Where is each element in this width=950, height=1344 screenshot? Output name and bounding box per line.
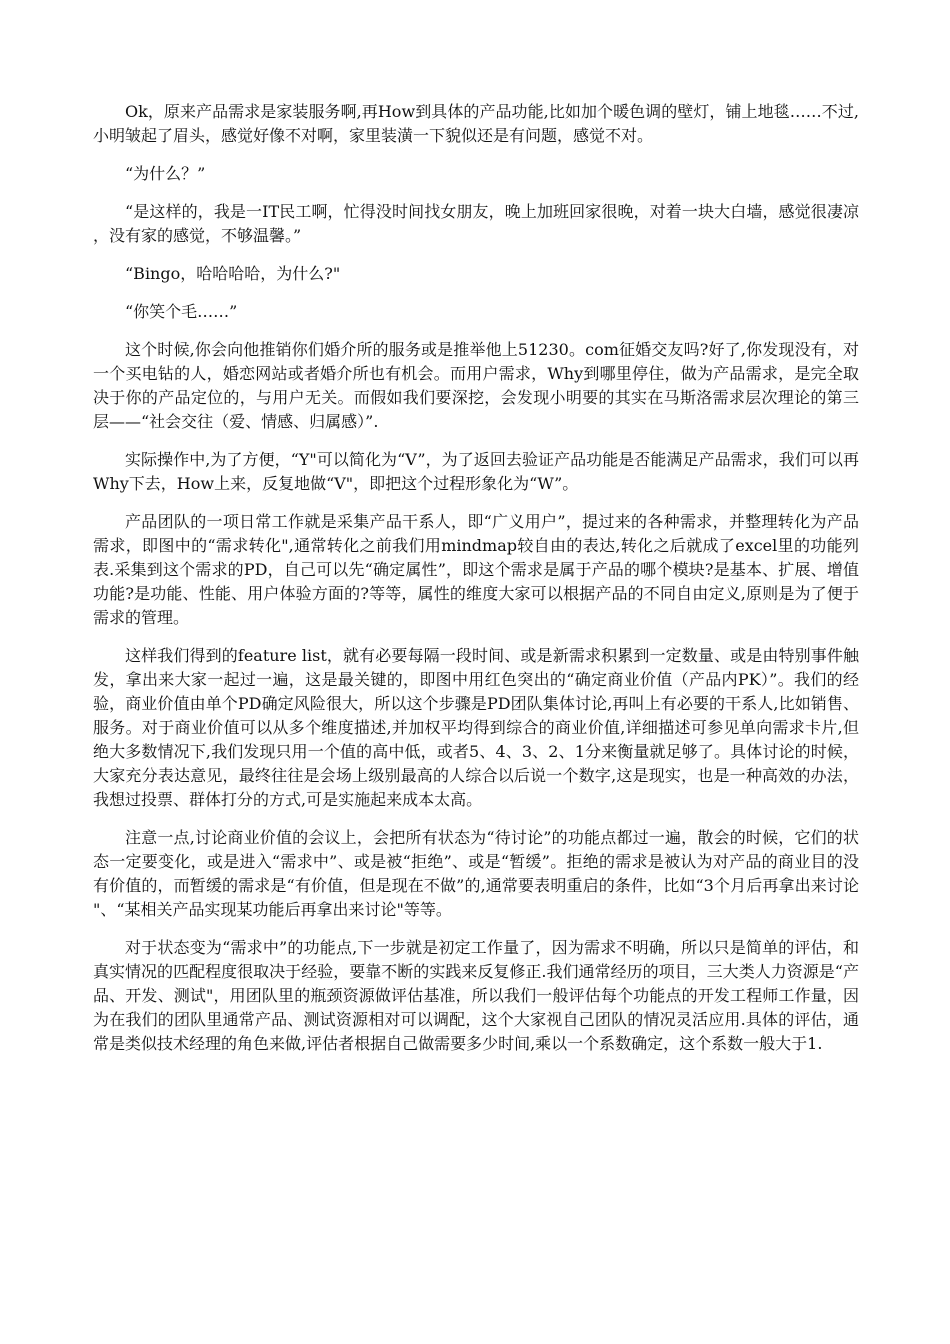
paragraph-bingo: “Bingo，哈哈哈哈，为什么?" xyxy=(125,264,341,283)
document-page xyxy=(93,100,859,1056)
paragraph-why-question: “为什么？” xyxy=(125,164,206,183)
paragraph-business-value: 这样我们得到的feature list，就有必要每隔一段时间、或是新需求积累到一定数量、或是由特别事件触发，拿出来大家一起过一遍，这是最关键的，即图中用红色突出的“确定商业价值（产品内PK）”。我们的经验，商业价值由单个PD确定风险很大，所以这个步骤是PD团队集体讨论,再叫上有必要的干系人,比如销售、服务。对于商业价值可以从多个维度描述,并加权平均得到综合的商业价值,详细描述可参见单向需求卡片,但绝大多数情况下,我们发现只用一个值的高中低，或者5、4、3、2、1分来衡量就足够了。具体讨论的时候，大家充分表达意见，最终往往是会场上级别最高的人综合以后说一个数字,这是现实，也是一种高效的办法，我想过投票、群体打分的方式,可是实施起来成本太高。 xyxy=(93,646,859,809)
paragraph-dating-service: 这个时候,你会向他推销你们婚介所的服务或是推举他上51230。com征婚交友吗?好了,你发现没有，对一个买电钻的人，婚恋网站或者婚介所也有机会。而用户需求，Why到哪里停住，做为产品需求，是完全取决于你的产品定位的，与用户无关。而假如我们要深挖，会发现小明要的其实在马斯洛需求层次理论的第三层——“社会交往（爱、情感、归属感）”. xyxy=(93,340,859,431)
paragraph-y-to-v-to-w: 实际操作中,为了方便，“Y"可以简化为“V”，为了返回去验证产品功能是否能满足产品需求，我们可以再Why下去，How上来，反复地做“V"，即把这个过程形象化为“W”。 xyxy=(93,450,859,493)
paragraph-it-worker-answer: “是这样的，我是一IT民工啊，忙得没时间找女朋友，晚上加班回家很晚，对着一块大白墙，感觉很凄凉，没有家的感觉，不够温馨。” xyxy=(93,202,859,245)
paragraph-laugh: “你笑个毛……” xyxy=(125,302,238,321)
paragraph-requirement-collection: 产品团队的一项日常工作就是采集产品干系人，即“广义用户”，提过来的各种需求，并整理转化为产品需求，即图中的“需求转化",通常转化之前我们用mindmap较自由的表达,转化之后就成了excel里的功能列表.采集到这个需求的PD，自己可以先“确定属性”，即这个需求是属于产品的哪个模块?是基本、扩展、增值功能?是功能、性能、用户体验方面的?等等，属性的维度大家可以根据产品的不同自由定义,原则是为了便于需求的管理。 xyxy=(93,512,859,627)
paragraph-status-change: 注意一点,讨论商业价值的会议上，会把所有状态为“待讨论”的功能点都过一遍，散会的时候，它们的状态一定要变化，或是进入“需求中”、或是被“拒绝”、或是“暂缓”。拒绝的需求是被认为对产品的商业目的没有价值的，而暂缓的需求是“有价值，但是现在不做”的,通常要表明重启的条件，比如“3个月后再拿出来讨论"、“某相关产品实现某功能后再拿出来讨论"等等。 xyxy=(93,828,859,919)
paragraph-house-decoration: Ok，原来产品需求是家装服务啊,再How到具体的产品功能,比如加个暖色调的壁灯，铺上地毯……不过,小明皱起了眉头，感觉好像不对啊，家里装潢一下貌似还是有问题，感觉不对。 xyxy=(93,102,859,145)
paragraph-workload-estimate: 对于状态变为“需求中”的功能点,下一步就是初定工作量了，因为需求不明确，所以只是简单的评估，和真实情况的匹配程度很取决于经验，要靠不断的实践来反复修正.我们通常经历的项目，三大类人力资源是“产品、开发、测试"，用团队里的瓶颈资源做评估基准，所以我们一般评估每个功能点的开发工程师工作量，因为在我们的团队里通常产品、测试资源相对可以调配，这个大家视自己团队的情况灵活应用.具体的评估，通常是类似技术经理的角色来做,评估者根据自己做需要多少时间,乘以一个系数确定，这个系数一般大于1. xyxy=(93,938,859,1053)
